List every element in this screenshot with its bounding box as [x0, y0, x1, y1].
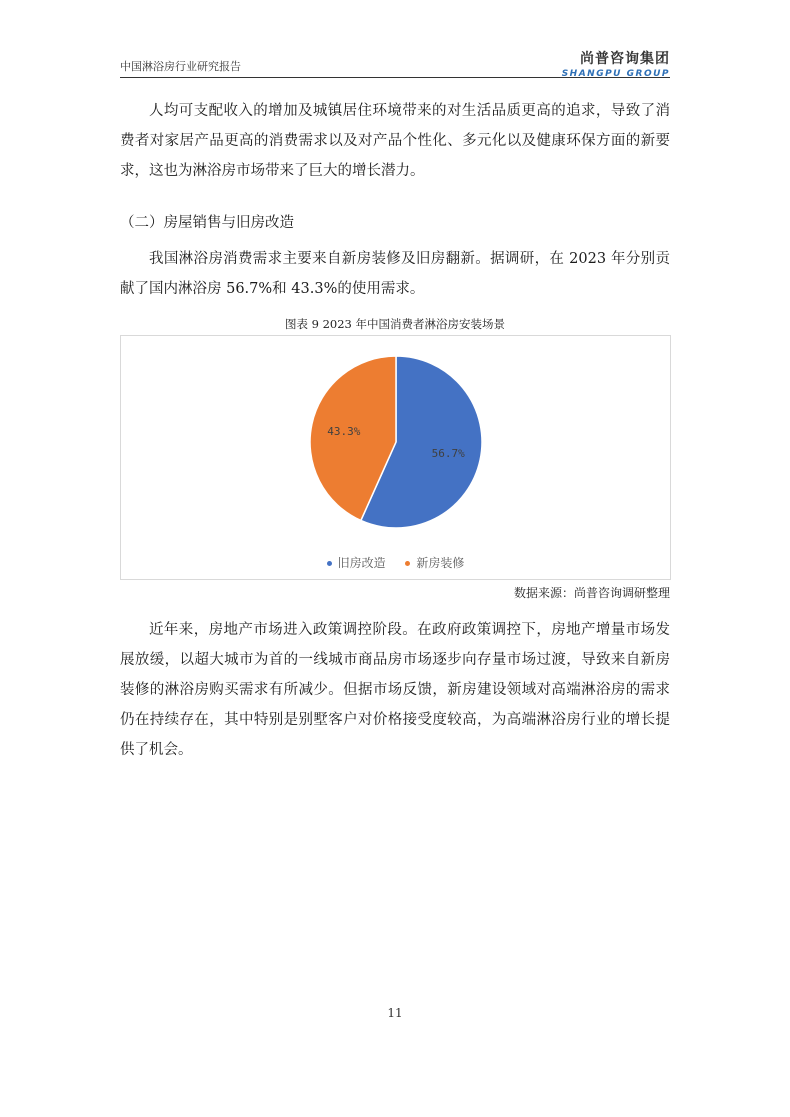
- legend-marker-new-house: [405, 561, 410, 566]
- legend-item-new-house: [405, 554, 464, 571]
- pie-chart: [121, 336, 670, 579]
- legend-label-new-house: 新房装修: [416, 556, 465, 570]
- paragraph-demand-sources: 我国淋浴房消费需求主要来自新房装修及旧房翻新。据调研，在 2023 年分别贡献了国内淋浴房 56.7%和 43.3%的使用需求。: [120, 251, 670, 297]
- header-report-title: 中国淋浴房行业研究报告: [120, 60, 241, 73]
- logo-english-name: SHANGPU GROUP: [561, 69, 670, 79]
- pie-chart-container: [120, 335, 671, 580]
- legend-label-renovation: 旧房改造: [337, 556, 386, 570]
- chart-legend: [121, 554, 670, 571]
- page-number: 11: [387, 1006, 403, 1020]
- legend-item-renovation: [327, 554, 386, 571]
- paragraph-real-estate-policy: 近年来，房地产市场进入政策调控阶段。在政府政策调控下，房地产增量市场发展放缓，以超大城市为首的一线城市商品房市场逐步向存量市场过渡，导致来自新房装修的淋浴房购买需求有所减少。但据市场反馈，新房建设领域对高端淋浴房的需求仍在持续存在，其中特别是别墅客户对价格接受度较高，为高端淋浴房行业的增长提供了机会。: [120, 622, 670, 758]
- pie-label-new-house: 43.3%: [327, 424, 361, 438]
- pie-label-renovation: 56.7%: [431, 447, 465, 461]
- data-source-note: 数据来源：尚普咨询调研整理: [513, 586, 670, 600]
- company-logo: [562, 48, 670, 79]
- section-title: （二）房屋销售与旧房改造: [120, 215, 294, 231]
- logo-chinese-name: 尚普咨询集团: [580, 51, 670, 67]
- paragraph-income-growth: 人均可支配收入的增加及城镇居住环境带来的对生活品质更高的追求，导致了消费者对家居产品更高的消费需求以及对产品个性化、多元化以及健康环保方面的新要求，这也为淋浴房市场带来了巨大的增长潜力。: [120, 103, 670, 179]
- header-divider: [120, 77, 670, 78]
- legend-marker-renovation: [327, 561, 332, 566]
- figure-caption: 图表 9 2023 年中国消费者淋浴房安装场景: [284, 317, 506, 331]
